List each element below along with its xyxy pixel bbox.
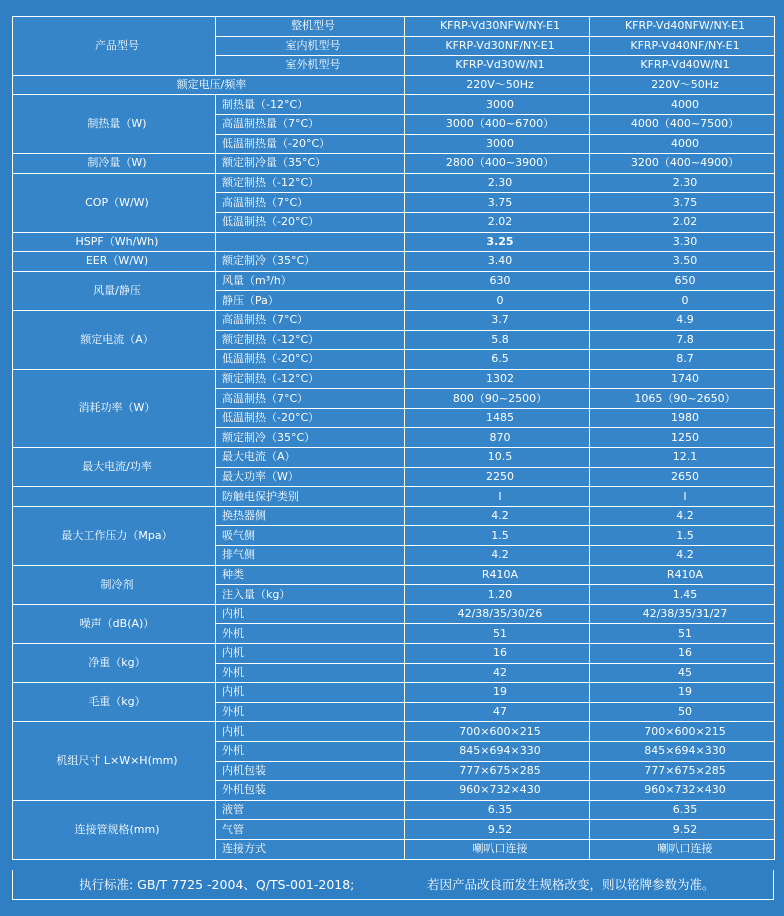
- model-2-value: 3.50: [590, 252, 775, 272]
- model-2-value: 7.8: [590, 330, 775, 350]
- row-label: 排气侧: [216, 546, 405, 566]
- model-1-value: 3000（400~6700）: [405, 114, 590, 134]
- model-2-value: 9.52: [590, 820, 775, 840]
- model-1-value: 3.75: [405, 193, 590, 213]
- header-row: [13, 17, 775, 37]
- row-label: 室内机型号: [216, 36, 405, 56]
- category-cell: 机组尺寸 L×W×H(mm): [13, 722, 216, 800]
- category-cell: 毛重（kg）: [13, 683, 216, 722]
- model-1-value: 2250: [405, 467, 590, 487]
- model-1-value: 42/38/35/30/26: [405, 604, 590, 624]
- row-label: 换热器侧: [216, 506, 405, 526]
- category-cell: 消耗功率（W）: [13, 369, 216, 447]
- row-label: 连接方式: [216, 839, 405, 859]
- model-1-value: 19: [405, 683, 590, 703]
- model-1-value: 220V～50Hz: [405, 75, 590, 95]
- table-row: [13, 310, 775, 330]
- model-1-value: 51: [405, 624, 590, 644]
- model-2-value: 1250: [590, 428, 775, 448]
- standard-text: 执行标准: GB/T 7725 -2004、Q/TS-001-2018;: [79, 877, 355, 892]
- row-label: 额定制热（-12°C）: [216, 173, 405, 193]
- row-label: 高温制热（7°C）: [216, 310, 405, 330]
- model-2-value: 700×600×215: [590, 722, 775, 742]
- model-1-value: 6.5: [405, 350, 590, 370]
- model-1-value: 2.02: [405, 212, 590, 232]
- category-cell: 连接管规格(mm): [13, 800, 216, 859]
- model-1-value: 3000: [405, 95, 590, 115]
- model-2-value: 51: [590, 624, 775, 644]
- model-1-value: 喇叭口连接: [405, 839, 590, 859]
- row-label: 外机: [216, 663, 405, 683]
- model-2-value: 3.30: [590, 232, 775, 252]
- row-label: 气管: [216, 820, 405, 840]
- table-row: [13, 232, 775, 252]
- model-2-value: 喇叭口连接: [590, 839, 775, 859]
- model-2-value: 8.7: [590, 350, 775, 370]
- model-2-value: 1980: [590, 408, 775, 428]
- model-2-value: I: [590, 487, 775, 507]
- row-label: 最大功率（W）: [216, 467, 405, 487]
- category-cell: EER（W/W): [13, 252, 216, 272]
- model-2-value: KFRP-Vd40W/N1: [590, 56, 775, 76]
- row-label: 内机: [216, 644, 405, 664]
- model-1-value: 800（90~2500）: [405, 389, 590, 409]
- category-cell: 额定电流（A）: [13, 310, 216, 369]
- row-label: 额定制热（-12°C）: [216, 369, 405, 389]
- row-label: 室外机型号: [216, 56, 405, 76]
- model-2-value: 4000（400~7500）: [590, 114, 775, 134]
- model-2-value: 19: [590, 683, 775, 703]
- model-1-value: R410A: [405, 565, 590, 585]
- model-2-value: KFRP-Vd40NF/NY-E1: [590, 36, 775, 56]
- table-row: [13, 800, 775, 820]
- model-2-value: KFRP-Vd40NFW/NY-E1: [590, 17, 775, 37]
- category-cell: [13, 487, 216, 507]
- row-label: 注入量（kg）: [216, 585, 405, 605]
- category-cell: COP（W/W): [13, 173, 216, 232]
- model-1-value: KFRP-Vd30NFW/NY-E1: [405, 17, 590, 37]
- category-cell: 噪声（dB(A)）: [13, 604, 216, 643]
- category-cell: 制热量（W): [13, 95, 216, 154]
- category-cell: 净重（kg）: [13, 644, 216, 683]
- row-label: 液管: [216, 800, 405, 820]
- model-2-value: 845×694×330: [590, 741, 775, 761]
- row-label: 额定制冷（35°C）: [216, 428, 405, 448]
- model-1-value: 1.20: [405, 585, 590, 605]
- model-1-value: 42: [405, 663, 590, 683]
- table-row: [13, 506, 775, 526]
- row-label: 整机型号: [216, 17, 405, 37]
- row-label: [216, 232, 405, 252]
- model-1-value: 1.5: [405, 526, 590, 546]
- model-2-value: 42/38/35/31/27: [590, 604, 775, 624]
- model-2-value: 1.5: [590, 526, 775, 546]
- table-row: [13, 487, 775, 507]
- model-1-value: KFRP-Vd30W/N1: [405, 56, 590, 76]
- model-1-value: 4.2: [405, 506, 590, 526]
- row-label: 制热量（-12°C）: [216, 95, 405, 115]
- model-2-value: R410A: [590, 565, 775, 585]
- row-label: 内机: [216, 683, 405, 703]
- model-1-value: 47: [405, 702, 590, 722]
- model-2-value: 777×675×285: [590, 761, 775, 781]
- model-2-value: 2.02: [590, 212, 775, 232]
- model-1-value: 630: [405, 271, 590, 291]
- model-2-value: 960×732×430: [590, 781, 775, 801]
- model-2-value: 4.2: [590, 506, 775, 526]
- row-label: 种类: [216, 565, 405, 585]
- model-1-value: 3.25: [405, 232, 590, 252]
- category-cell: 最大电流/功率: [13, 448, 216, 487]
- model-1-value: 9.52: [405, 820, 590, 840]
- model-1-value: 870: [405, 428, 590, 448]
- model-2-value: 0: [590, 291, 775, 311]
- model-2-value: 6.35: [590, 800, 775, 820]
- model-2-value: 2650: [590, 467, 775, 487]
- row-label: 低温制热（-20°C）: [216, 350, 405, 370]
- row-label: 外机: [216, 702, 405, 722]
- model-2-value: 4000: [590, 95, 775, 115]
- model-1-value: 6.35: [405, 800, 590, 820]
- category-cell: 额定电压/频率: [13, 75, 405, 95]
- table-row: [13, 683, 775, 703]
- table-row: [13, 252, 775, 272]
- model-1-value: 1302: [405, 369, 590, 389]
- row-label: 高温制热（7°C）: [216, 193, 405, 213]
- row-label: 风量（m³/h）: [216, 271, 405, 291]
- row-label: 高温制热（7°C）: [216, 389, 405, 409]
- model-2-value: 1065（90~2650）: [590, 389, 775, 409]
- model-2-value: 45: [590, 663, 775, 683]
- row-label: 额定制冷量（35°C）: [216, 154, 405, 174]
- row-label: 额定制热（-12°C）: [216, 330, 405, 350]
- row-label: 低温制热量（-20°C）: [216, 134, 405, 154]
- model-2-value: 4.9: [590, 310, 775, 330]
- footer: [12, 870, 774, 900]
- row-label: 最大电流（A）: [216, 448, 405, 468]
- model-1-value: KFRP-Vd30NF/NY-E1: [405, 36, 590, 56]
- model-1-value: I: [405, 487, 590, 507]
- model-1-value: 1485: [405, 408, 590, 428]
- model-1-value: 10.5: [405, 448, 590, 468]
- table-row: [13, 95, 775, 115]
- model-1-value: 16: [405, 644, 590, 664]
- model-2-value: 220V～50Hz: [590, 75, 775, 95]
- model-2-value: 4.2: [590, 546, 775, 566]
- model-2-value: 1.45: [590, 585, 775, 605]
- model-1-value: 3.7: [405, 310, 590, 330]
- row-label: 低温制热（-20°C）: [216, 408, 405, 428]
- model-2-value: 16: [590, 644, 775, 664]
- table-row: [13, 154, 775, 174]
- model-2-value: 2.30: [590, 173, 775, 193]
- table-row: [13, 173, 775, 193]
- table-row: [13, 722, 775, 742]
- model-1-value: 5.8: [405, 330, 590, 350]
- row-label: 防触电保护类别: [216, 487, 405, 507]
- table-row: [13, 369, 775, 389]
- category-cell: 最大工作压力（Mpa）: [13, 506, 216, 565]
- table-row: [13, 271, 775, 291]
- model-1-value: 700×600×215: [405, 722, 590, 742]
- table-row: [13, 448, 775, 468]
- table-row: [13, 565, 775, 585]
- category-cell: 制冷量（W): [13, 154, 216, 174]
- model-1-value: 3000: [405, 134, 590, 154]
- table-row: [13, 604, 775, 624]
- model-2-value: 50: [590, 702, 775, 722]
- row-label: 外机: [216, 741, 405, 761]
- row-label: 内机包装: [216, 761, 405, 781]
- category-cell: HSPF（Wh/Wh): [13, 232, 216, 252]
- note-text: 若因产品改良而发生规格改变，则以铭牌参数为准。: [427, 877, 715, 892]
- model-1-value: 4.2: [405, 546, 590, 566]
- row-label: 内机: [216, 722, 405, 742]
- model-2-value: 4000: [590, 134, 775, 154]
- row-label: 吸气侧: [216, 526, 405, 546]
- category-cell: 制冷剂: [13, 565, 216, 604]
- model-1-value: 3.40: [405, 252, 590, 272]
- model-1-value: 777×675×285: [405, 761, 590, 781]
- model-1-value: 2800（400~3900）: [405, 154, 590, 174]
- row-label: 高温制热量（7°C）: [216, 114, 405, 134]
- table-row: [13, 644, 775, 664]
- row-label: 外机: [216, 624, 405, 644]
- model-1-value: 0: [405, 291, 590, 311]
- model-2-value: 1740: [590, 369, 775, 389]
- spec-table: [12, 16, 775, 860]
- model-2-value: 650: [590, 271, 775, 291]
- model-2-value: 3200（400~4900）: [590, 154, 775, 174]
- model-1-value: 960×732×430: [405, 781, 590, 801]
- row-label: 额定制冷（35°C）: [216, 252, 405, 272]
- category-cell: 风量/静压: [13, 271, 216, 310]
- row-label: 低温制热（-20°C）: [216, 212, 405, 232]
- table-row: [13, 75, 775, 95]
- model-1-value: 2.30: [405, 173, 590, 193]
- row-label: 外机包装: [216, 781, 405, 801]
- row-label: 内机: [216, 604, 405, 624]
- category-cell: 产品型号: [13, 17, 216, 76]
- model-1-value: 845×694×330: [405, 741, 590, 761]
- row-label: 静压（Pa）: [216, 291, 405, 311]
- model-2-value: 3.75: [590, 193, 775, 213]
- spec-sheet: [12, 16, 774, 860]
- model-2-value: 12.1: [590, 448, 775, 468]
